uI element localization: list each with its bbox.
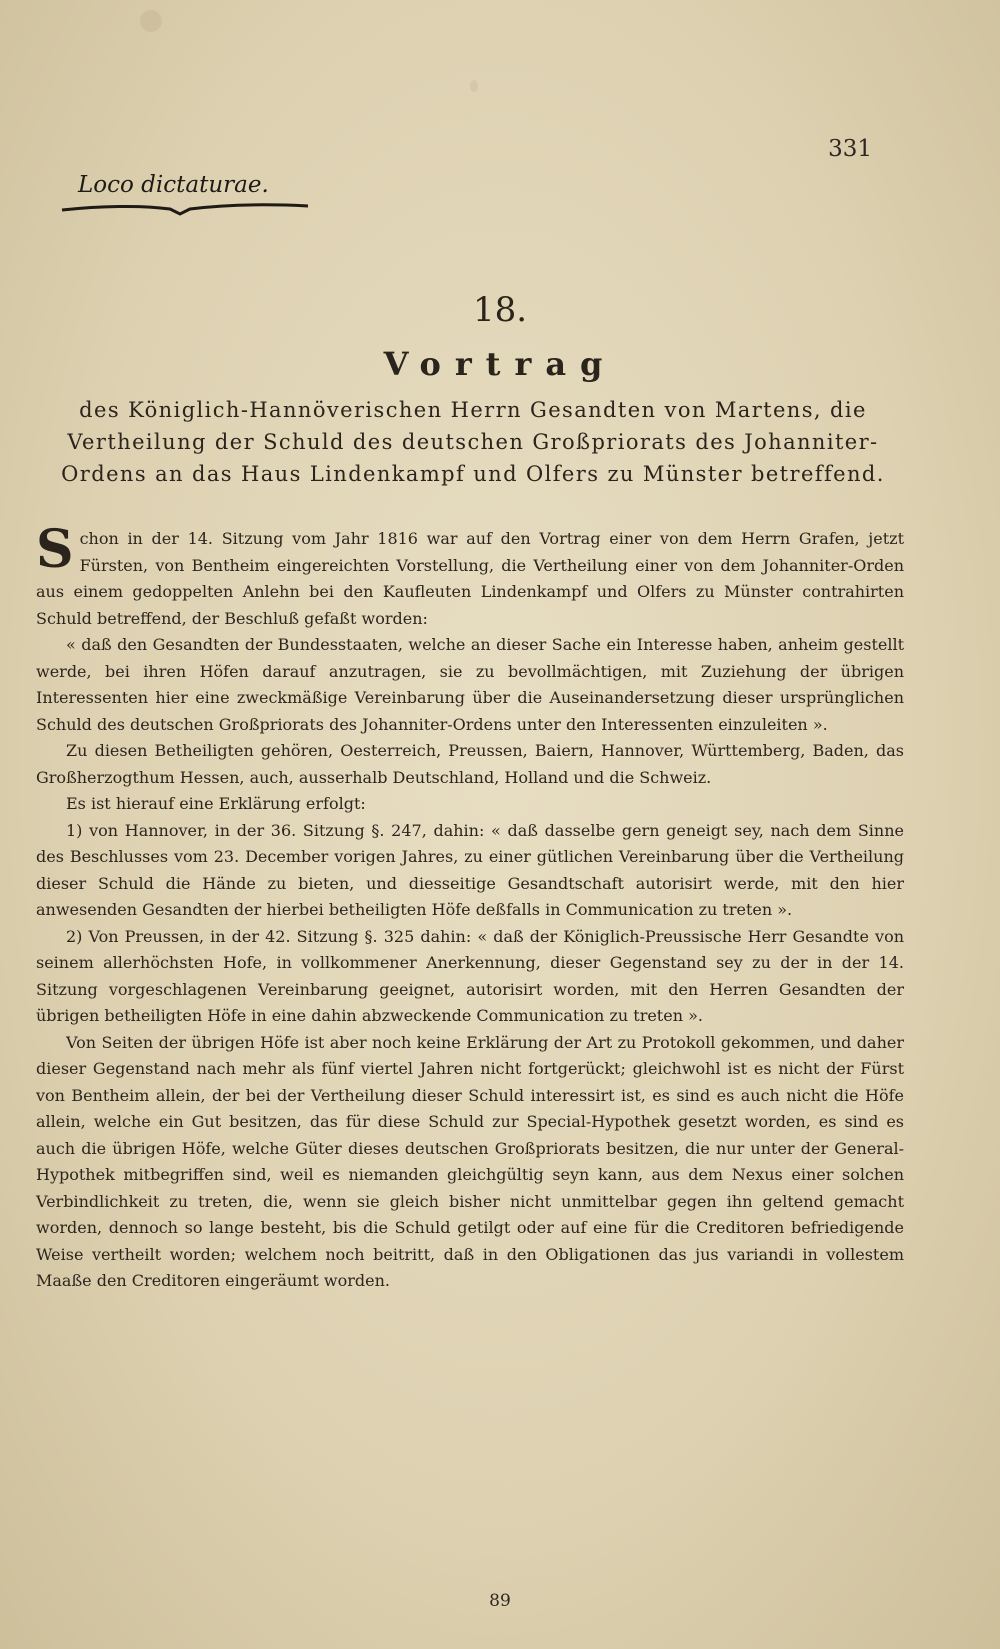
body-text: [36, 519, 904, 1295]
paragraph: « daß den Gesandten der Bundesstaaten, welche an dieser Sache ein Interesse haben, anheim gestellt werde, bei ihren Höfen darauf anzutragen, sie zu bevollmächtigen, mit Zuziehung der übrigen Interessenten hier eine zweckmäßige Vereinbarung über die Auseinandersetzung dieser ursprünglichen Schuld des deutschen Großpriorats des Johanniter-Ordens unter den Interessenten einzuleiten ».: [36, 635, 904, 734]
ornamental-rule: [60, 200, 310, 218]
paragraph: 2) Von Preussen, in der 42. Sitzung §. 325 dahin: « daß der Königlich-Preussische Herr Gesandte von seinem allerhöchsten Hofe, in vollkommener Anerkennung, dieser Gegenstand sey zu der in der 14. Sitzung vorgeschlagenen Vereinbarung geeignet, autorisirt worden, mit den Herren Gesandten der übrigen betheiligten Höfe in eine dahin abzweckende Communication zu treten ».: [36, 926, 904, 1025]
paragraph: 1) von Hannover, in der 36. Sitzung §. 247, dahin: « daß dasselbe gern geneigt sey, nach dem Sinne des Beschlusses vom 23. December vorigen Jahres, zu einer gütlichen Vereinbarung über die Vertheilung dieser Schuld die Hände zu bieten, und diesseitige Gesandtschaft autorisirt werde, mit den hier anwesenden Gesandten der hierbei betheiligten Höfe deßfalls in Communication zu treten ».: [36, 820, 904, 919]
paragraph-text: chon in der 14. Sitzung vom Jahr 1816 war auf den Vortrag einer von dem Herrn Grafen, jetzt Fürsten, von Bentheim eingereichten Vorstellung, die Vertheilung einer von dem Johanniter-Orden aus einem gedoppelten Anlehn bei den Kaufleuten Lindenkampf und Olfers zu Münster contrahirten Schuld betreffend, der Beschluß gefaßt worden:: [36, 529, 904, 628]
document-heading: Vortrag: [383, 345, 617, 383]
document-subtitle: des Königlich-Hannöverischen Herrn Gesandten von Martens, die Vertheilung der Schuld des deutschen Großpriorats des Johanniter-Ordens an das Haus Lindenkampf und Olfers zu Münster betreffend.: [61, 398, 885, 486]
paragraph: Von Seiten der übrigen Höfe ist aber noch keine Erklärung der Art zu Protokoll gekommen, und daher dieser Gegenstand nach mehr als fünf viertel Jahren nicht fortgerückt; gleichwohl ist es nicht der Fürst von Bentheim allein, der bei der Vertheilung dieser Schuld interessirt ist, es sind es auch nicht die Höfe allein, welche ein Gut besitzen, das für diese Schuld zur Special-Hypothek gesetzt worden, es sind es auch die übrigen Höfe, welche Güter dieses deutschen Großpriorats besitzen, die nur unter der General-Hypothek mitbegriffen sind, weil es niemanden gleichgültig seyn kann, aus dem Nexus einer solchen Verbindlichkeit zu treten, die, wenn sie gleich bisher nicht unmittelbar gegen ihn geltend gemacht worden, dennoch so lange besteht, bis die Schuld getilgt oder auf eine für die Creditoren befriedigende Weise vertheilt worden; welchem noch beitritt, daß in den Obligationen das jus variandi in vollestem Maaße den Creditoren eingeräumt worden.: [36, 1032, 904, 1290]
paragraph: Es ist hierauf eine Erklärung erfolgt:: [66, 794, 366, 813]
paragraph: [36, 519, 904, 632]
paper-stain: [470, 80, 478, 92]
margin-note: Loco dictaturae.: [78, 172, 269, 198]
signature-mark: 89: [489, 1591, 511, 1611]
drop-cap: S: [36, 519, 74, 580]
page-number: 331: [828, 136, 872, 162]
document-number: 18.: [472, 290, 528, 330]
paragraph: Zu diesen Betheiligten gehören, Oesterreich, Preussen, Baiern, Hannover, Württemberg, Baden, das Großherzogthum Hessen, auch, ausserhalb Deutschland, Holland und die Schweiz.: [36, 741, 904, 787]
paper-stain: [140, 10, 162, 32]
